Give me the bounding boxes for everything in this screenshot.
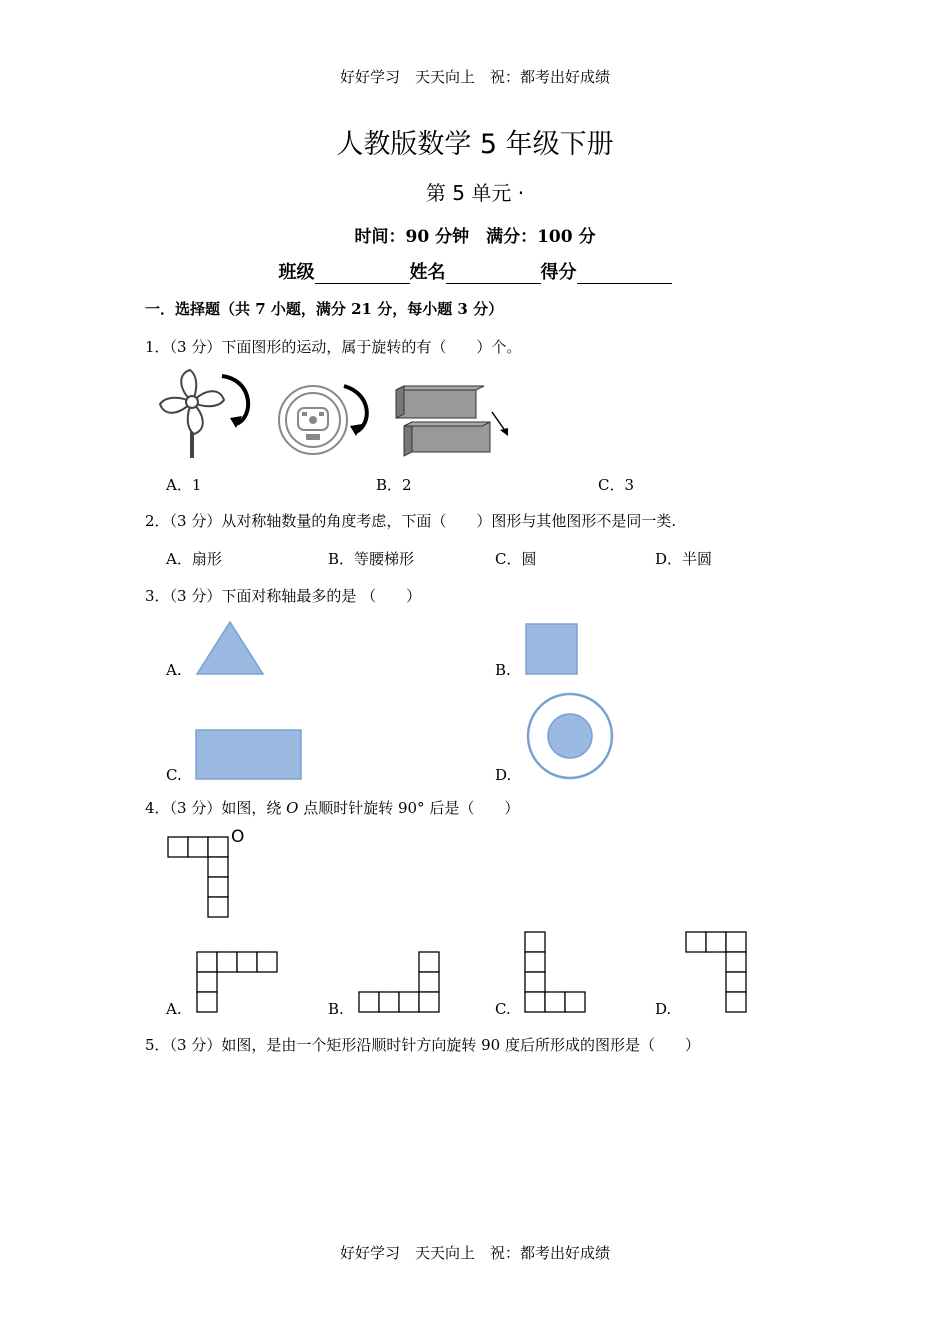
page-header: 好好学习 天天向上 祝：都考出好成绩 <box>339 68 610 86</box>
question-4-stem: 4．（3 分）如图，绕 O 点顺时针旋转 90° 后是（ ） <box>145 799 520 817</box>
question-3-label-b[interactable]: B. <box>495 661 511 679</box>
option-a-figure <box>196 950 282 1016</box>
question-1-option-b[interactable]: B．2 <box>376 476 412 494</box>
question-3-stem: 3．（3 分）下面对称轴最多的是 （ ） <box>145 587 422 605</box>
question-4-label-a[interactable]: A. <box>166 1000 182 1018</box>
question-2-option-b[interactable]: B．等腰梯形 <box>328 550 415 568</box>
point-o-italic: O <box>286 799 299 817</box>
steering-wheel-icon <box>276 380 376 454</box>
question-4-label-c[interactable]: C. <box>495 1000 511 1018</box>
option-b-figure <box>356 950 446 1016</box>
option-c-figure <box>523 930 593 1016</box>
class-label: 班级 <box>278 262 315 283</box>
question-1-option-c[interactable]: C．3 <box>598 476 635 494</box>
section-heading: 一．选择题（共 7 小题，满分 21 分，每小题 3 分） <box>145 300 504 318</box>
question-3-label-d[interactable]: D. <box>495 766 512 784</box>
square-shape <box>525 623 579 675</box>
pinwheel-icon <box>160 366 260 462</box>
question-3-label-a[interactable]: A. <box>166 661 182 679</box>
concentric-circles-shape <box>526 692 616 782</box>
question-1-stem: 1．（3 分）下面图形的运动，属于旋转的有（ ）个。 <box>145 338 522 356</box>
unit-subtitle: 第 5 单元 · <box>425 181 525 205</box>
question-4-label-b[interactable]: B. <box>328 1000 344 1018</box>
question-2-option-d[interactable]: D．半圆 <box>655 550 713 568</box>
triangle-shape <box>196 621 264 675</box>
score-label: 得分 <box>540 262 577 283</box>
question-3-label-c[interactable]: C. <box>166 766 182 784</box>
question-5-stem: 5．（3 分）如图，是由一个矩形沿顺时针方向旋转 90 度后所形成的图形是（ ） <box>145 1036 700 1054</box>
question-4-label-d[interactable]: D. <box>655 1000 672 1018</box>
question-2-stem: 2．（3 分）从对称轴数量的角度考虑，下面（ ）图形与其他图形不是同一类. <box>145 512 677 530</box>
student-info-line <box>0 258 950 284</box>
exam-time-score: 时间：90 分钟 满分：100 分 <box>354 227 596 247</box>
name-label: 姓名 <box>409 262 446 283</box>
name-field[interactable] <box>446 265 541 284</box>
question-1-option-a[interactable]: A．1 <box>166 476 202 494</box>
option-d-figure <box>684 930 754 1016</box>
page-title: 人教版数学 5 年级下册 <box>336 129 614 160</box>
rotation-point-label: O <box>231 827 245 847</box>
page-footer: 好好学习 天天向上 祝：都考出好成绩 <box>339 1244 610 1262</box>
question-2-option-c[interactable]: C．圆 <box>495 550 537 568</box>
class-field[interactable] <box>315 265 410 284</box>
question-2-option-a[interactable]: A．扇形 <box>166 550 222 568</box>
rectangle-shape <box>195 729 303 781</box>
sliding-box-icon <box>396 386 516 456</box>
score-field[interactable] <box>577 265 672 284</box>
